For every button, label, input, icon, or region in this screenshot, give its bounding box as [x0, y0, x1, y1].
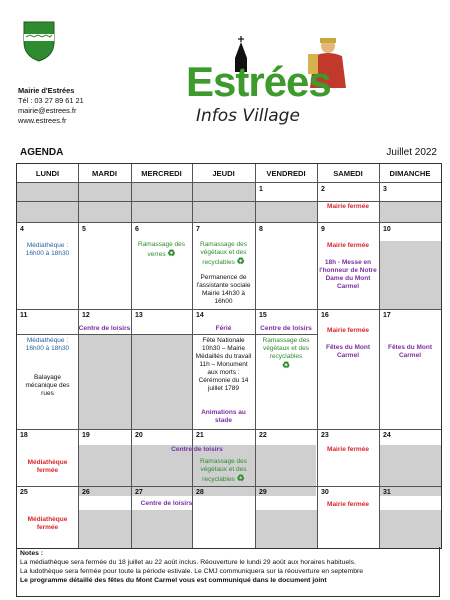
shaded-row — [17, 201, 317, 222]
band-centre-loisirs: Centre de loisirs — [78, 325, 131, 332]
event-mediatheque-fermee: Médiathèque fermée — [27, 516, 68, 531]
notes-title: Notes : — [20, 550, 44, 557]
month-label: Juillet 2022 — [386, 147, 437, 158]
day-number: 18 — [20, 432, 28, 439]
event-mediatheque: Médiathèque : 16h00 à 18h30 — [25, 337, 70, 352]
event-mairie-fermee: Mairie fermée — [327, 203, 369, 210]
day-number: 27 — [135, 489, 143, 496]
day-number: 16 — [321, 312, 329, 319]
event-animations: Animations au stade — [201, 409, 246, 424]
day-number: 11 — [20, 312, 28, 319]
day-number: 13 — [135, 312, 143, 319]
recycle-icon: ♻ — [167, 248, 176, 258]
note-line: La médiathèque sera fermée du 18 juillet au 22 août inclus. Réouverture le lundi 29 août aux horaires habituels. — [20, 559, 356, 566]
shaded-cell — [78, 335, 192, 429]
event-mairie-fermee: Mairie fermée — [327, 501, 369, 508]
band-ferie: Férié — [215, 325, 232, 332]
event-fete-nationale: Fête Nationale 10h30 – Mairie Médaillés du travail 11h – Monument aux morts : Cérémonie du 14 juillet 1789 — [195, 337, 252, 392]
crest-icon — [22, 20, 56, 62]
calendar — [16, 163, 442, 549]
day-number: 25 — [20, 489, 28, 496]
email-link[interactable]: mairie@estrees.fr — [18, 106, 77, 115]
day-number: 17 — [383, 312, 391, 319]
note-line: La ludothèque sera fermée pour toute la période estivale. Le CMJ communiquera sur la réouverture en septembre — [20, 568, 364, 575]
contact-block — [18, 86, 84, 126]
event-mediatheque: Médiathèque : 16h00 à 18h30 — [25, 242, 70, 257]
website-link[interactable]: www.estrees.fr — [18, 116, 67, 125]
notes-section — [16, 547, 440, 597]
shaded-cell — [379, 241, 441, 309]
day-number: 10 — [383, 226, 391, 233]
agenda-title: AGENDA — [20, 147, 64, 158]
day-header: SAMEDI — [333, 168, 363, 178]
shaded-cell — [78, 510, 192, 548]
phone: Tél : 03 27 89 61 21 — [18, 96, 84, 105]
day-number: 21 — [196, 432, 204, 439]
band-centre-loisirs: Centre de loisirs — [171, 446, 223, 453]
shaded-cell — [255, 510, 317, 548]
day-header: DIMANCHE — [389, 168, 431, 178]
day-number: 22 — [259, 432, 267, 439]
day-number: 7 — [196, 226, 200, 233]
event-ramassage: Ramassage des végétaux et des recyclables ♻ — [200, 241, 247, 266]
event-ramassage-verres: Ramassage des verres ♻ — [138, 241, 185, 258]
day-number: 28 — [196, 489, 204, 496]
day-number: 29 — [259, 489, 267, 496]
shaded-cell — [379, 510, 441, 548]
event-mediatheque-fermee: Médiathèque fermée — [27, 459, 68, 474]
event-balayage: Balayage mécanique des rues — [25, 374, 70, 397]
day-number: 8 — [259, 226, 263, 233]
event-messe: 18h - Messe en l'honneur de Notre Dame du Mont Carmel — [319, 259, 377, 290]
day-number: 12 — [82, 312, 90, 319]
day-number: 6 — [135, 226, 139, 233]
event-mairie-fermee: Mairie fermée — [327, 446, 369, 453]
day-header: MERCREDI — [141, 168, 182, 178]
event-mairie-fermee: Mairie fermée — [327, 242, 369, 249]
empty-days — [17, 183, 255, 201]
day-header: VENDREDI — [266, 168, 306, 178]
mairie-name: Mairie d'Estrées — [18, 86, 75, 95]
event-mairie-fermee: Mairie fermée — [327, 327, 369, 334]
day-number: 31 — [383, 489, 391, 496]
event-ramassage: Ramassage des végétaux et des recyclables ♻ — [262, 337, 310, 370]
day-number: 1 — [259, 186, 263, 193]
logo — [186, 36, 356, 131]
day-header: MARDI — [92, 168, 117, 178]
event-ramassage: Ramassage des végétaux et des recyclables ♻ — [200, 458, 247, 483]
day-number: 5 — [82, 226, 86, 233]
shaded-cell — [379, 201, 441, 222]
day-number: 2 — [321, 186, 325, 193]
band-centre-loisirs: Centre de loisirs — [140, 500, 193, 507]
event-permanence: Permanence de l'assistante sociale Mairie 14h30 à 16h00 — [196, 274, 251, 305]
recycle-icon: ♻ — [236, 473, 245, 483]
day-number: 3 — [383, 186, 387, 193]
day-number: 19 — [82, 432, 90, 439]
recycle-icon: ♻ — [281, 360, 291, 370]
day-number: 26 — [82, 489, 90, 496]
day-header: JEUDI — [212, 168, 235, 178]
day-number: 30 — [321, 489, 329, 496]
logo-title: Estrées — [186, 58, 331, 105]
day-header: LUNDI — [35, 168, 60, 178]
day-number: 9 — [321, 226, 325, 233]
note-line: Le programme détaillé des fêtes du Mont Carmel vous est communiqué dans le document joint — [20, 577, 327, 584]
event-fetes-mont-carmel: Fêtes du Mont Carmel — [387, 344, 433, 359]
recycle-icon: ♻ — [236, 256, 245, 266]
logo-subtitle: Infos Village — [196, 106, 300, 126]
band-centre-loisirs: Centre de loisirs — [260, 325, 312, 332]
day-number: 4 — [20, 226, 24, 233]
day-number: 23 — [321, 432, 329, 439]
day-number: 15 — [259, 312, 267, 319]
day-number: 24 — [383, 432, 391, 439]
event-fetes-mont-carmel: Fêtes du Mont Carmel — [325, 344, 371, 359]
day-number: 14 — [196, 312, 204, 319]
day-number: 20 — [135, 432, 143, 439]
